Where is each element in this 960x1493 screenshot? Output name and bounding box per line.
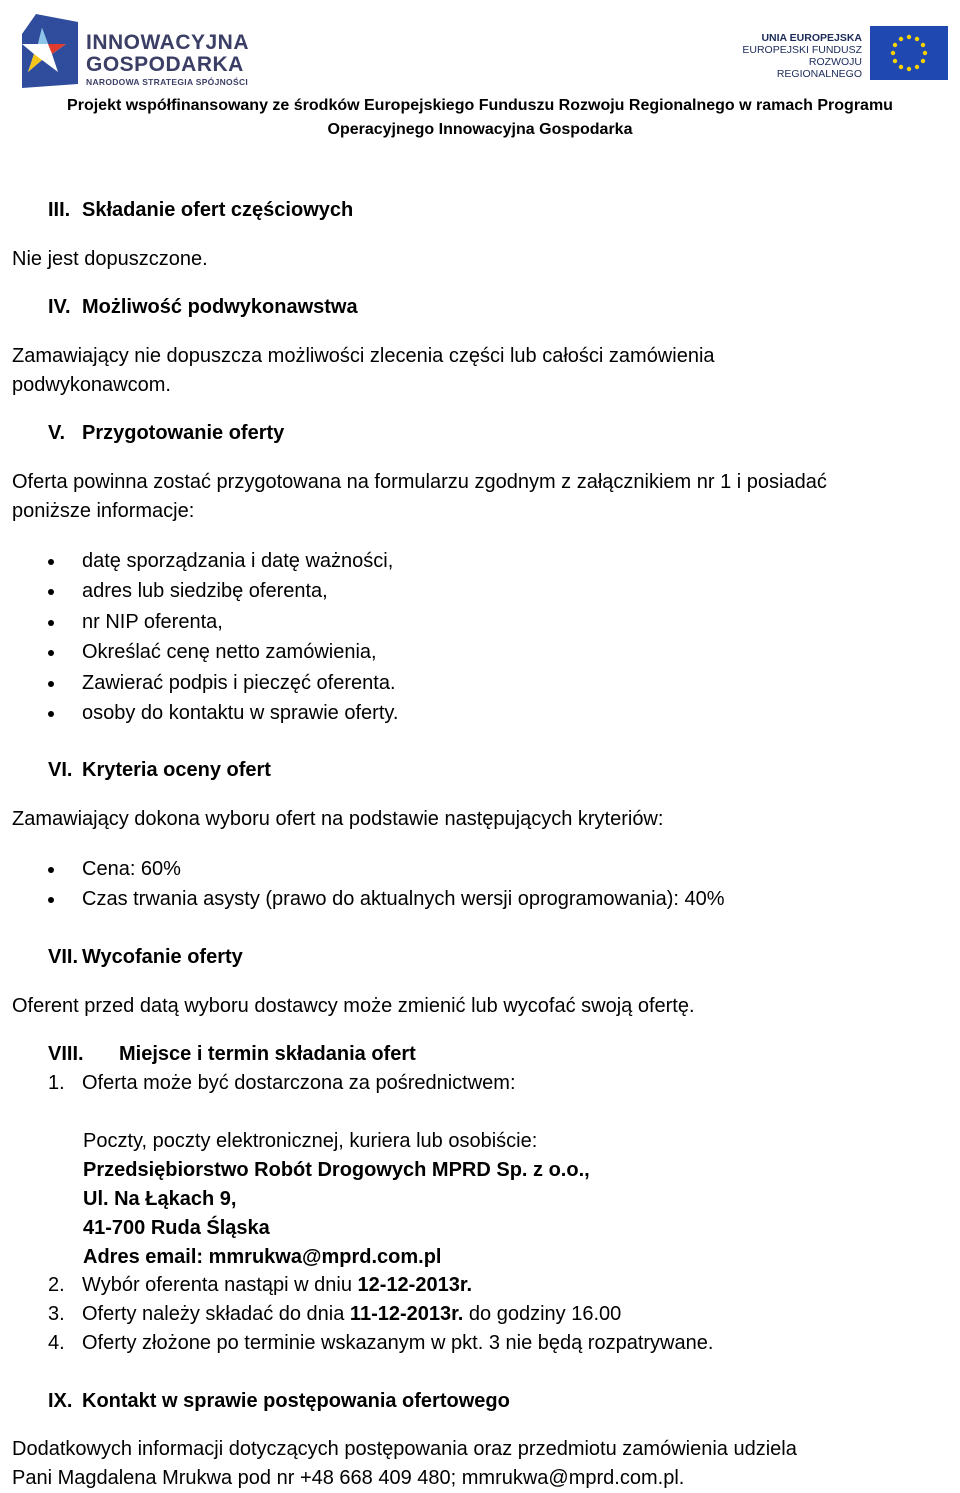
section-7-heading — [48, 945, 243, 969]
section-9-number: IX. — [48, 1390, 73, 1412]
item-3-text: Oferty należy składać do dnia — [82, 1303, 350, 1325]
section-3-text: Nie jest dopuszczone. — [12, 248, 208, 270]
list-item: Określać cenę netto zamówienia, — [82, 641, 377, 663]
numbered-item-4 — [48, 1331, 713, 1355]
delivery-intro: Poczty, poczty elektronicznej, kuriera lub osobiście: — [83, 1130, 538, 1152]
bullet-icon — [48, 711, 54, 717]
section-6-heading — [48, 758, 271, 782]
bullet-icon — [48, 650, 54, 656]
section-3-heading — [48, 198, 353, 222]
bullet-icon — [48, 620, 54, 626]
item-3-number: 3. — [48, 1303, 65, 1325]
logo-left-line2: GOSPODARKA — [86, 53, 244, 76]
item-4-text: Oferty złożone po terminie wskazanym w pkt. 3 nie będą rozpatrywane. — [82, 1332, 714, 1354]
numbered-item-2 — [48, 1273, 472, 1297]
company-city: 41-700 Ruda Śląska — [83, 1217, 270, 1239]
company-name: Przedsiębiorstwo Robót Drogowych MPRD Sp. z o.o., — [83, 1159, 590, 1181]
section-9-text-line1: Dodatkowych informacji dotyczących postępowania oraz przedmiotu zamówienia udziela — [12, 1438, 797, 1460]
eu-flag-icon — [870, 26, 948, 80]
list-item: Zawierać podpis i pieczęć oferenta. — [82, 672, 396, 694]
section-4-number: IV. — [48, 296, 71, 318]
section-8-title: Miejsce i termin składania ofert — [119, 1043, 416, 1065]
section-7-text: Oferent przed datą wyboru dostawcy może zmienić lub wycofać swoją ofertę. — [12, 995, 695, 1017]
item-3-date: 11-12-2013r. — [349, 1303, 464, 1325]
section-4-text-line1: Zamawiający nie dopuszcza możliwości zlecenia części lub całości zamówienia — [12, 345, 715, 367]
section-4-title: Możliwość podwykonawstwa — [82, 296, 358, 318]
section-5-text-line1: Oferta powinna zostać przygotowana na formularzu zgodnym z załącznikiem nr 1 i posiadać — [12, 471, 827, 493]
company-email: Adres email: mmrukwa@mprd.com.pl — [83, 1246, 442, 1268]
section-6-title: Kryteria oceny ofert — [82, 759, 271, 781]
project-note-line2: Operacyjnego Innowacyjna Gospodarka — [327, 121, 633, 138]
bullet-icon — [48, 559, 54, 565]
section-9-heading — [48, 1389, 510, 1413]
section-5-number: V. — [48, 422, 66, 444]
section-6-text: Zamawiający dokona wyboru ofert na podstawie następujących kryteriów: — [12, 808, 664, 830]
bullet-icon — [48, 897, 54, 903]
item-2-date: 12-12-2013r. — [357, 1274, 473, 1296]
item-2-text: Wybór oferenta nastąpi w dniu — [82, 1274, 358, 1296]
eu-logo — [730, 22, 950, 82]
logo-left-line1: INNOWACYJNA — [86, 31, 250, 54]
bullet-icon — [48, 681, 54, 687]
star-logo-icon — [22, 14, 78, 88]
section-9-text-line2: Pani Magdalena Mrukwa pod nr +48 668 409 480; mmrukwa@mprd.com.pl. — [12, 1467, 685, 1489]
section-6-number: VI. — [48, 759, 73, 781]
company-street: Ul. Na Łąkach 9, — [83, 1188, 237, 1210]
eu-logo-line3: ROZWOJU REGIONALNEGO — [776, 56, 862, 80]
section-7-title: Wycofanie oferty — [82, 946, 243, 968]
item-2-number: 2. — [48, 1274, 65, 1296]
item-1-number: 1. — [48, 1072, 65, 1094]
bullet-icon — [48, 589, 54, 595]
section-8-number: VIII. — [48, 1043, 84, 1065]
section-8-heading — [48, 1042, 416, 1066]
list-item: osoby do kontaktu w sprawie oferty. — [82, 702, 399, 724]
list-item: Cena: 60% — [82, 858, 181, 880]
eu-logo-line2: EUROPEJSKI FUNDUSZ — [742, 44, 862, 56]
innowacyjna-gospodarka-logo — [22, 14, 262, 88]
bullet-icon — [48, 867, 54, 873]
logo-left-line3: NARODOWA STRATEGIA SPÓJNOŚCI — [86, 77, 249, 87]
numbered-item-1 — [48, 1071, 516, 1095]
item-3-tail: do godziny 16.00 — [463, 1303, 622, 1325]
section-4-text-line2: podwykonawcom. — [12, 374, 171, 396]
section-5-title: Przygotowanie oferty — [82, 422, 285, 444]
eu-logo-line1: UNIA EUROPEJSKA — [761, 32, 862, 44]
list-item: datę sporządzania i datę ważności, — [82, 550, 394, 572]
list-item: nr NIP oferenta, — [82, 611, 223, 633]
list-item: Czas trwania asysty (prawo do aktualnych wersji oprogramowania): 40% — [82, 888, 725, 910]
section-9-title: Kontakt w sprawie postępowania ofertowego — [82, 1390, 510, 1412]
item-4-number: 4. — [48, 1332, 65, 1354]
section-3-title: Składanie ofert częściowych — [82, 199, 354, 221]
section-4-heading — [48, 295, 358, 319]
numbered-item-3 — [48, 1302, 621, 1326]
section-7-number: VII. — [48, 946, 79, 968]
list-item: adres lub siedzibę oferenta, — [82, 580, 328, 602]
section-5-heading — [48, 421, 284, 445]
project-note-line1: Projekt współfinansowany ze środków Europejskiego Funduszu Rozwoju Regionalnego w ramach Programu — [67, 97, 893, 114]
section-3-number: III. — [48, 199, 71, 221]
section-5-text-line2: poniższe informacje: — [12, 500, 195, 522]
item-1-text: Oferta może być dostarczona za pośrednictwem: — [82, 1072, 516, 1094]
